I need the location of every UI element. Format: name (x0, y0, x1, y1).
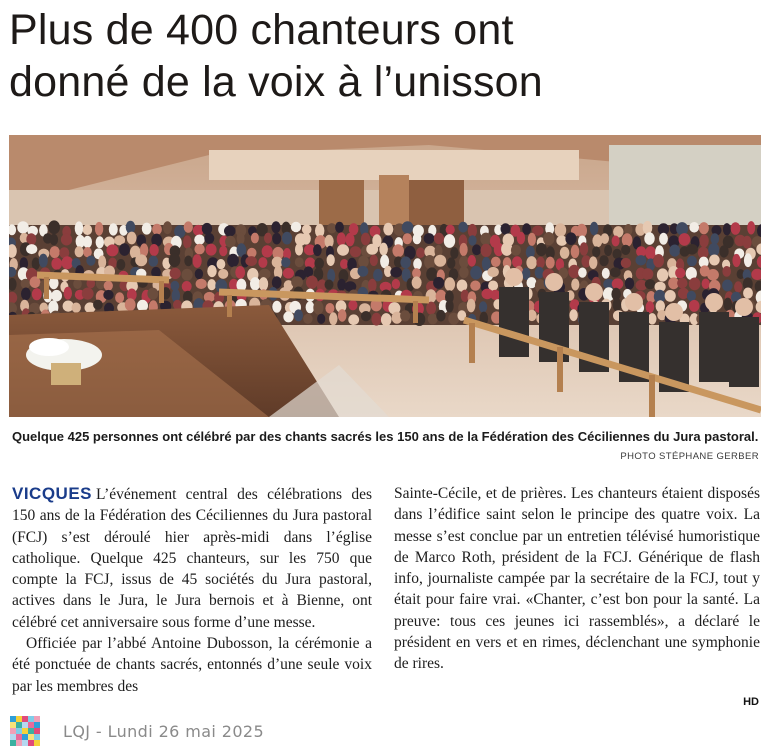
article-paragraph-1 (12, 483, 372, 633)
photo-caption: Quelque 425 personnes ont célébré par des chants sacrés les 150 ans de la Fédération des Céciliennes du Jura pastoral. (12, 429, 759, 444)
photo-credit: PHOTO STÉPHANE GERBER (620, 451, 759, 462)
choir-in-church-photo (9, 135, 761, 417)
article-column-2 (394, 483, 760, 675)
article-paragraph-3: Sainte-Cécile, et de prières. Les chanteurs étaient disposés dans l’édifice saint selon le principe des quatre voix. La messe s’est conclue par un entretien télévisé humoristique de Marco Roth, président de la FCJ. Générique de flash info, journaliste campée par la secrétaire de la FCJ, tout y était pour faire vrai. «Chanter, c’est bon pour la santé. La preuve: tous ces jeunes ici rassemblés», a déclaré le président en vers et en rimes, déclenchant une symphonie de rires. (394, 485, 760, 673)
article-paragraph-2: Officiée par l’abbé Antoine Dubosson, la cérémonie a été ponctuée de chants sacrés, entonnés d’une seule voix par les membres des (12, 635, 372, 695)
article-column-1 (12, 483, 372, 697)
source-bar (10, 715, 350, 747)
dateline: VICQUES (12, 484, 93, 503)
author-initials: HD (743, 696, 759, 708)
color-code-icon (10, 716, 40, 746)
article-paragraph-1-text: L’événement central des célébrations des 150 ans de la Fédération des Céciliennes du Jura pastoral (FCJ) s’est déroulé hier après-midi dans l’église catholique. Quelque 425 chanteurs, sur les 750 que compte la FCJ, issus de 45 sociétés du Jura pastoral, actives dans le Jura, le Jura bernois et à Bienne, ont célébré cet anniversaire sous forme d’une messe. (12, 486, 372, 631)
headline (9, 4, 759, 108)
source-label: LQJ - Lundi 26 mai 2025 (63, 721, 265, 741)
headline-line-2: donné de la voix à l’unisson (9, 58, 543, 106)
headline-line-1: Plus de 400 chanteurs ont (9, 6, 514, 54)
code-side-marks (43, 716, 53, 746)
